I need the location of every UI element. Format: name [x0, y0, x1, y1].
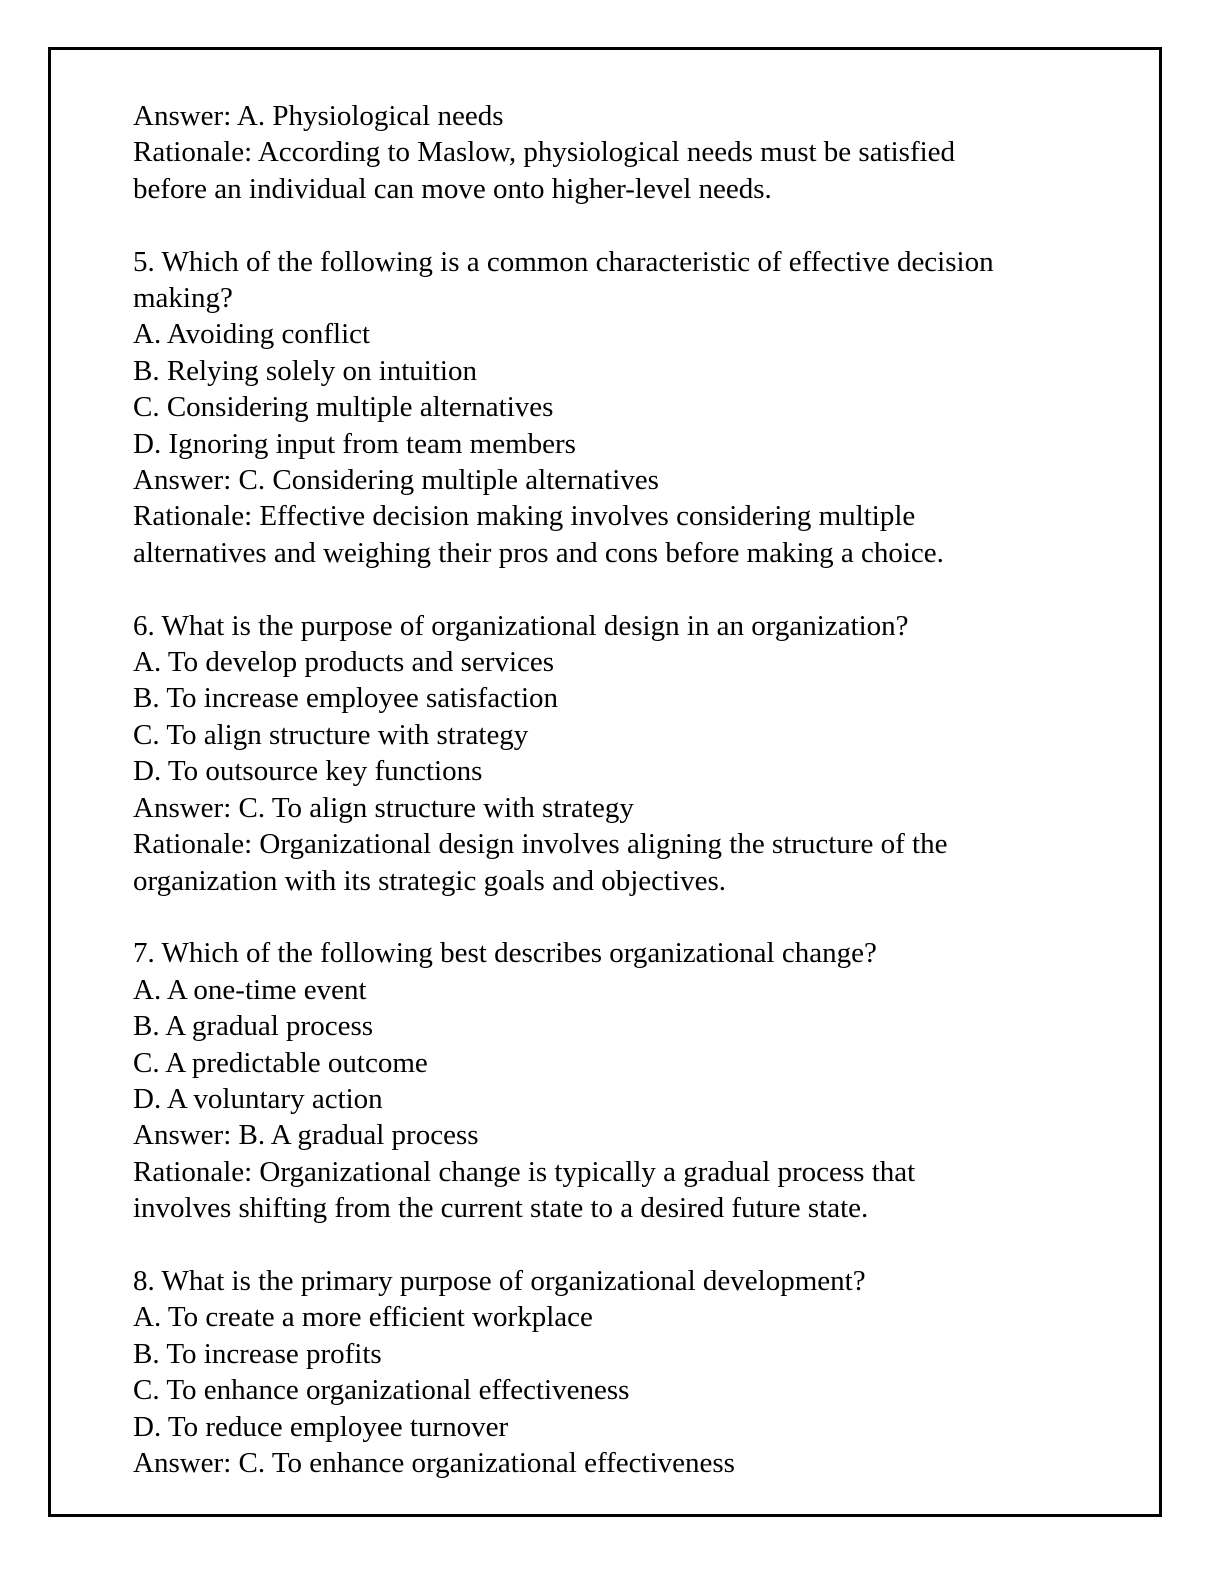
answer-line: Answer: A. Physiological needs — [133, 100, 504, 132]
question-block-7 — [133, 935, 1133, 1226]
option-a: A. Avoiding conflict — [133, 318, 371, 351]
option-c: C. To enhance organizational effectiveness — [133, 1374, 630, 1407]
option-b: B. Relying solely on intuition — [133, 354, 477, 387]
option-c: C. A predictable outcome — [133, 1046, 428, 1079]
answer-line: Answer: C. To align structure with strategy — [133, 791, 634, 824]
question-block-5 — [133, 244, 1133, 572]
rationale-line: involves shifting from the current state to a desired future state. — [133, 1192, 869, 1225]
answer-block-q4 — [133, 98, 1133, 207]
option-d: D. A voluntary action — [133, 1082, 383, 1115]
question-text: 8. What is the primary purpose of organizational development? — [133, 1264, 866, 1297]
question-text: 5. Which of the following is a common characteristic of effective decision — [133, 245, 994, 278]
answer-line: Answer: C. To enhance organizational effectiveness — [133, 1446, 735, 1479]
question-block-8 — [133, 1263, 1133, 1481]
option-d: D. To outsource key functions — [133, 755, 483, 788]
answer-line: Answer: C. Considering multiple alternatives — [133, 464, 659, 497]
rationale-line: Rationale: Effective decision making involves considering multiple — [133, 500, 916, 533]
option-c: C. To align structure with strategy — [133, 718, 529, 751]
rationale-line: Rationale: According to Maslow, physiological needs must be satisfied — [133, 136, 956, 169]
rationale-line: organization with its strategic goals and objectives. — [133, 864, 727, 897]
option-b: B. To increase employee satisfaction — [133, 682, 559, 715]
question-block-6 — [133, 608, 1133, 899]
rationale-line: Rationale: Organizational design involves aligning the structure of the — [133, 828, 948, 861]
rationale-line: Rationale: Organizational change is typically a gradual process that — [133, 1155, 916, 1188]
option-a: A. To develop products and services — [133, 646, 555, 679]
question-text: 6. What is the purpose of organizational design in an organization? — [133, 609, 909, 642]
answer-line: Answer: B. A gradual process — [133, 1119, 479, 1152]
document-content — [133, 98, 1133, 1481]
rationale-line: alternatives and weighing their pros and cons before making a choice. — [133, 536, 944, 569]
option-b: B. A gradual process — [133, 1010, 374, 1043]
question-text: making? — [133, 282, 233, 315]
option-a: A. A one-time event — [133, 973, 367, 1006]
question-text: 7. Which of the following best describes organizational change? — [133, 937, 877, 970]
option-d: D. To reduce employee turnover — [133, 1410, 509, 1443]
rationale-line: before an individual can move onto higher-level needs. — [133, 172, 772, 205]
option-b: B. To increase profits — [133, 1337, 382, 1370]
option-a: A. To create a more efficient workplace — [133, 1301, 593, 1334]
option-d: D. Ignoring input from team members — [133, 427, 576, 460]
option-c: C. Considering multiple alternatives — [133, 391, 554, 424]
